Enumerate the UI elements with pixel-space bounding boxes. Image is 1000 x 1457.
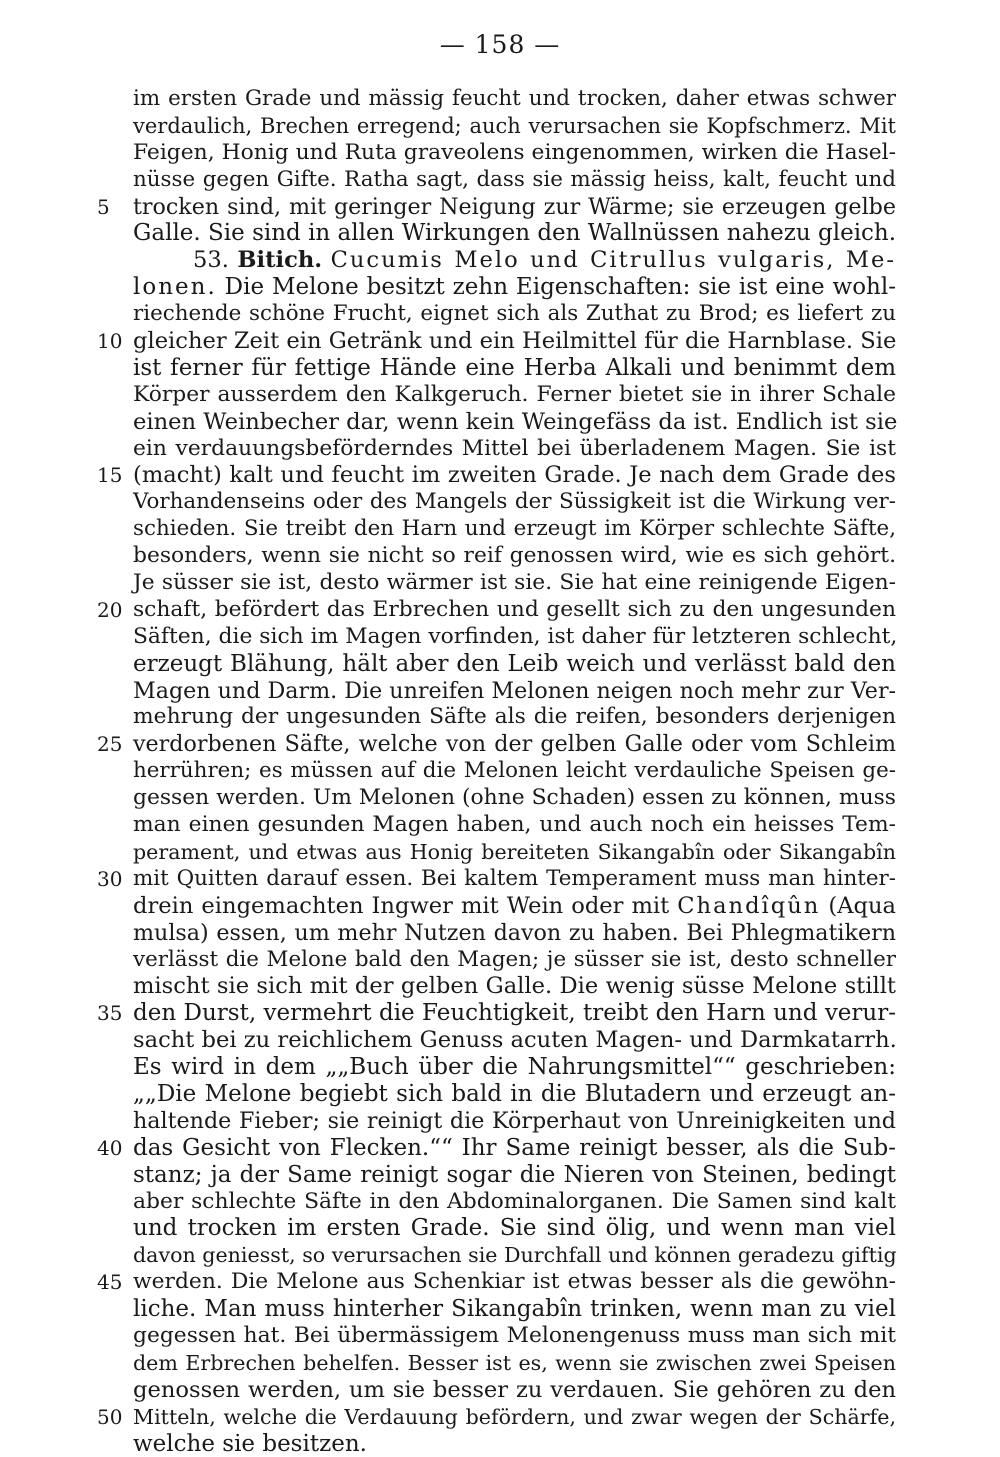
line-text: mischt sie sich mit der gelben Galle. Die wenig süsse Melone stillt — [133, 973, 896, 1000]
term-spaced: Chandîqûn — [677, 892, 821, 919]
line-text: aber schlechte Säfte in den Abdominalorganen. Die Samen sind kalt — [133, 1188, 896, 1214]
species-name-cont: lonen. — [133, 274, 217, 301]
line-text: welche sie besitzen. — [133, 1430, 367, 1457]
line-text: „„Die Melone begiebt sich bald in die Blutadern und erzeugt an- — [133, 1080, 896, 1107]
text-line — [133, 1189, 896, 1216]
text-line — [133, 489, 896, 516]
line-text: Körper ausserdem den Kalkgeruch. Ferner bietet sie in ihrer Schale — [133, 381, 896, 407]
line-text: (macht) kalt und feucht im zweiten Grade. Je nach dem Grade des — [133, 462, 896, 489]
text-line — [133, 301, 896, 328]
section-number: 53. — [193, 247, 229, 274]
text-line — [97, 865, 896, 893]
text-line — [133, 1054, 896, 1081]
line-text: haltende Fieber; sie reinigt die Körperhaut von Unreinigkeiten und — [133, 1107, 896, 1134]
line-text: verdaulich, Brechen erregend; auch verursachen sie Kopfschmerz. Mit — [133, 113, 896, 138]
text-line — [133, 785, 896, 812]
text-line — [97, 731, 896, 758]
line-text: den Durst, vermehrt die Feuchtigkeit, treibt den Harn und verur- — [133, 1000, 896, 1027]
text-line — [133, 1081, 896, 1108]
text-line — [133, 274, 896, 301]
text-line — [133, 1431, 896, 1457]
line-number: 50 — [97, 1404, 123, 1429]
line-text: Je süsser sie ist, desto wärmer ist sie. Sie hat eine reinigende Eigen- — [133, 570, 896, 596]
text-line — [97, 462, 896, 489]
text-line — [133, 1108, 896, 1135]
line-text: sacht bei zu reichlichem Genuss acuten Magen- und Darmkatarrh. — [133, 1027, 897, 1054]
text-line — [133, 247, 896, 274]
text-line — [97, 1000, 896, 1027]
text-line — [133, 167, 896, 194]
line-text: Die Melone besitzt zehn Eigenschaften: sie ist eine wohl- — [224, 274, 897, 301]
text-line — [133, 382, 896, 409]
text-line — [133, 839, 896, 866]
text-line — [133, 704, 896, 731]
line-text: man einen gesunden Magen haben, und auch noch ein heisses Tem- — [133, 812, 896, 838]
text-line — [133, 1350, 896, 1377]
line-text: Galle. Sie sind in allen Wirkungen den Wallnüssen nahezu gleich. — [133, 220, 897, 247]
text-line — [133, 355, 896, 382]
text-line — [133, 812, 896, 839]
line-text: mehrung der ungesunden Säfte als die reifen, besonders derjenigen — [133, 704, 896, 730]
text-line — [97, 1134, 896, 1162]
line-text: gegessen hat. Bei übermässigem Melonengenuss muss man sich mit — [133, 1322, 896, 1348]
line-number: 5 — [97, 194, 110, 219]
page-number: — 158 — — [439, 30, 561, 59]
line-text: Es wird in dem „„Buch über die Nahrungsmittel““ geschrieben: — [133, 1054, 896, 1081]
text-line — [133, 678, 896, 705]
line-text: verdorbenen Säfte, welche von der gelben Galle oder vom Schleim — [133, 731, 896, 758]
line-text: riechende schöne Frucht, eignet sich als Zuthat zu Brod; es liefert zu — [133, 301, 896, 327]
line-text: perament, und etwas aus Honig bereiteten Sikangabîn oder Sikangabîn — [133, 839, 896, 864]
text-line — [133, 893, 896, 920]
line-text: trocken sind, mit geringer Neigung zur Wärme; sie erzeugen gelbe — [133, 193, 896, 220]
line-number: 10 — [97, 329, 123, 354]
line-number: 40 — [97, 1135, 123, 1160]
text-line — [97, 193, 896, 221]
line-text: Magen und Darm. Die unreifen Melonen neigen noch mehr zur Ver- — [133, 677, 897, 704]
section-heading: Bitich. — [237, 247, 323, 274]
line-text: ist ferner für fettige Hände eine Herba Alkali und benimmt dem — [133, 354, 896, 381]
text-line — [133, 1296, 896, 1323]
line-text: besonders, wenn sie nicht so reif genossen wird, wie es sich gehört. — [133, 543, 896, 569]
line-text: liche. Man muss hinterher Sikangabîn trinken, wenn man zu viel — [133, 1296, 896, 1323]
line-text: ein verdauungsbeförderndes Mittel bei überladenem Magen. Sie ist — [133, 435, 896, 461]
line-text: erzeugt Blähung, hält aber den Leib weich und verlässt bald den — [133, 650, 896, 677]
text-line — [133, 920, 896, 947]
text-line — [133, 543, 896, 570]
text-line — [133, 947, 896, 974]
line-text: Mitteln, welche die Verdauung befördern, und zwar wegen der Schärfe, — [133, 1404, 896, 1429]
text-line — [133, 409, 896, 436]
text-line — [133, 140, 896, 167]
line-text: davon geniesst, so verursachen sie Durchfall und können geradezu giftig — [133, 1243, 897, 1268]
line-text: genossen werden, um sie besser zu verdauen. Sie gehören zu den — [133, 1376, 896, 1403]
text-line — [97, 1404, 896, 1431]
text-line — [133, 973, 896, 1000]
text-line — [133, 86, 896, 113]
line-text: Feigen, Honig und Ruta graveolens eingenommen, wirken die Hasel- — [133, 139, 896, 165]
line-text: herrühren; es müssen auf die Melonen leicht verdauliche Speisen ge- — [133, 758, 896, 784]
text-line — [133, 436, 896, 463]
text-line — [133, 1027, 896, 1054]
text-line — [133, 570, 896, 597]
line-text: verlässt die Melone bald den Magen; je süsser sie ist, desto schneller — [133, 946, 896, 972]
line-number: 30 — [97, 866, 123, 891]
line-text: im ersten Grade und mässig feucht und trocken, daher etwas schwer — [133, 86, 896, 111]
text-line — [133, 220, 896, 247]
line-text: das Gesicht von Flecken.““ Ihr Same reinigt besser, als die Sub- — [133, 1134, 896, 1161]
text-line — [133, 516, 896, 543]
line-text: Vorhandenseins oder des Mangels der Süssigkeit ist die Wirkung ver- — [133, 489, 896, 515]
line-text: schieden. Sie treibt den Harn und erzeugt im Körper schlechte Säfte, — [133, 516, 896, 542]
text-line — [133, 1377, 896, 1404]
line-text: dem Erbrechen behelfen. Besser ist es, wenn sie zwischen zwei Speisen — [133, 1350, 896, 1375]
line-text: gleicher Zeit ein Getränk und ein Heilmittel für die Harnblase. Sie — [133, 328, 897, 355]
line-text: stanz; ja der Same reinigt sogar die Nieren von Steinen, bedingt — [133, 1161, 896, 1188]
line-text: werden. Die Melone aus Schenkiar ist etwas besser als die gewöhn- — [133, 1269, 896, 1295]
line-text: und trocken im ersten Grade. Sie sind ölig, und wenn man viel — [133, 1215, 896, 1242]
line-number: 45 — [97, 1270, 123, 1295]
line-number: 20 — [97, 597, 123, 622]
text-line — [133, 1162, 896, 1189]
text-line — [133, 1215, 896, 1242]
text-line — [97, 596, 896, 624]
line-text: drein eingemachten Ingwer mit Wein oder mit — [133, 892, 670, 919]
line-text: nüsse gegen Gifte. Ratha sagt, dass sie mässig heiss, kalt, feucht und — [133, 166, 896, 192]
line-text: Säften, die sich im Magen vorfinden, ist daher für letzteren schlecht, — [133, 623, 898, 649]
line-text: mulsa) essen, um mehr Nutzen davon zu haben. Bei Phlegmatikern — [133, 919, 896, 946]
line-text: schaft, befördert das Erbrechen und gesellt sich zu den ungesunden — [133, 596, 896, 622]
text-line — [133, 758, 896, 785]
line-text: mit Quitten darauf essen. Bei kaltem Temperament muss man hinter- — [133, 865, 896, 891]
text-line — [133, 624, 896, 651]
main-text — [97, 86, 898, 1457]
text-line — [133, 1242, 896, 1269]
line-text: gessen werden. Um Melonen (ohne Schaden) essen zu können, muss — [133, 785, 896, 811]
line-number: 35 — [97, 1001, 123, 1026]
text-line — [97, 328, 897, 355]
text-line — [133, 651, 896, 678]
text-line — [133, 113, 896, 140]
line-text: (Aqua — [828, 892, 896, 919]
text-line — [97, 1269, 896, 1296]
species-name: Cucumis Melo und Citrullus vulgaris, Me- — [330, 247, 896, 274]
line-number: 25 — [97, 732, 123, 757]
line-number: 15 — [97, 463, 123, 488]
line-text: einen Weinbecher dar, wenn kein Weingefäss da ist. Endlich ist sie — [133, 408, 898, 435]
text-line — [133, 1323, 896, 1350]
